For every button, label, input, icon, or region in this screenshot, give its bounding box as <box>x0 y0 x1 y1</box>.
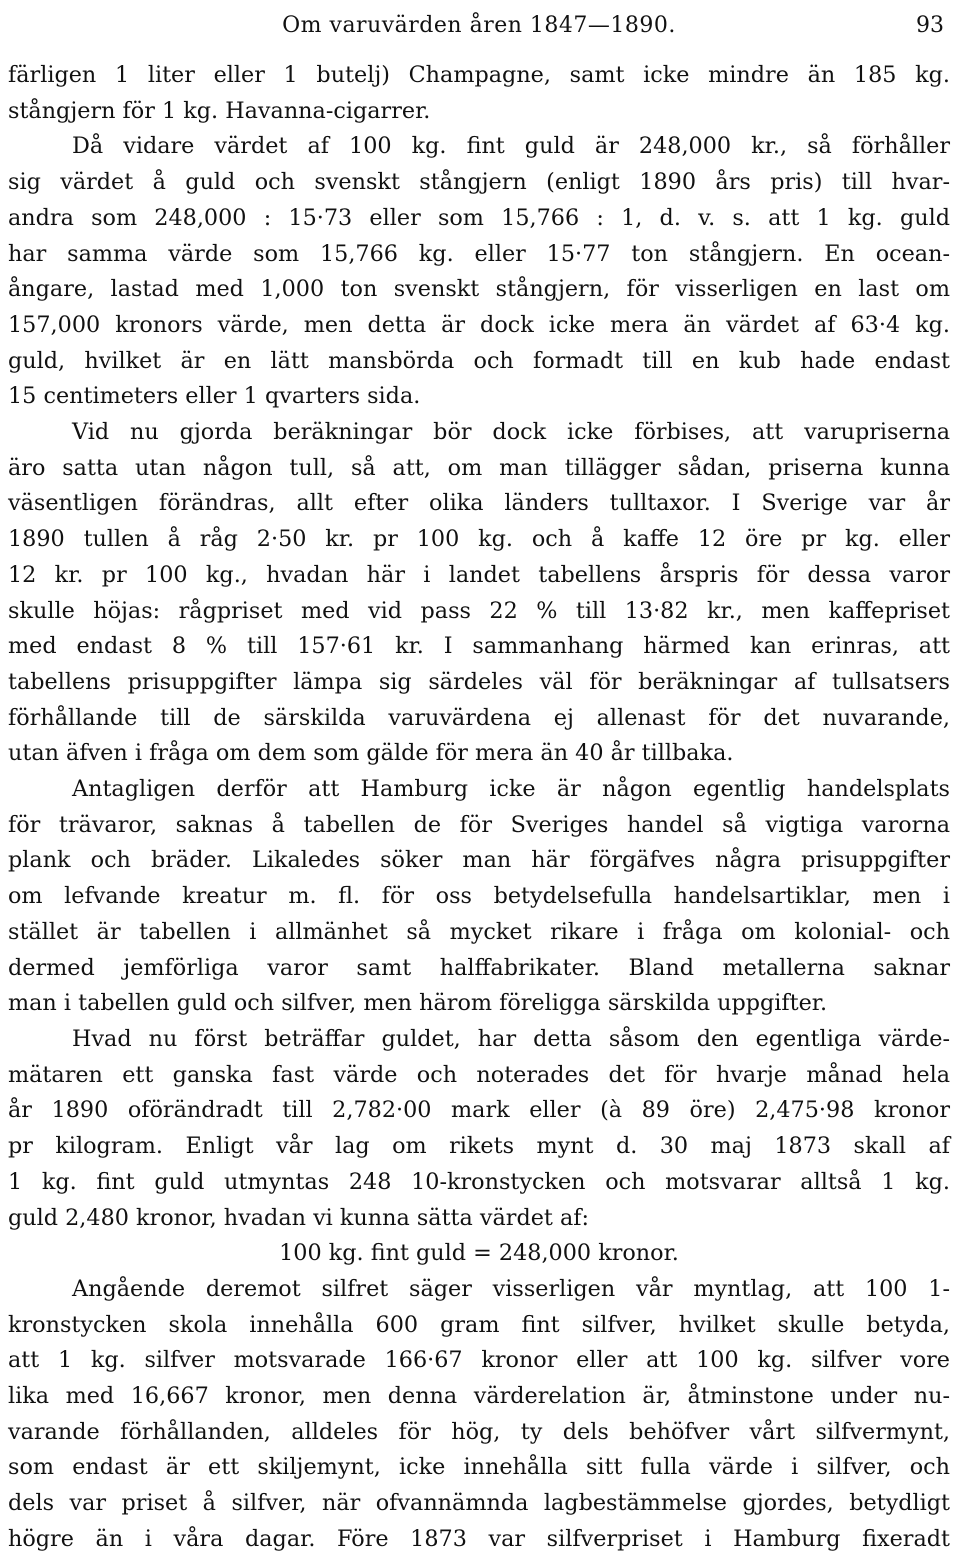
text-line: att 1 kg. silfver motsvarade 166·67 kronor eller att 100 kg. silfver vore <box>8 1347 950 1374</box>
text-line: utan äfven i fråga om dem som gälde för mera än 40 år tillbaka. <box>8 740 734 767</box>
text-line: stället är tabellen i allmänhet så mycket rikare i fråga om kolonial- och <box>8 918 950 945</box>
text-line: förhållande till de särskilda varuvärdena ej allenast för det nuvarande, <box>8 704 950 731</box>
text-line: varande förhållanden, alldeles för hög, ty dels behöfver vårt silfvermynt, <box>8 1418 950 1445</box>
text-line: guld 2,480 kronor, hvadan vi kunna sätta värdet af: <box>8 1204 590 1231</box>
text-line: mätaren ett ganska fast värde och noterades det för hvarje månad hela <box>8 1061 950 1088</box>
running-head <box>8 6 950 46</box>
text-line: Angående deremot silfret säger visserligen vår myntlag, att 100 1- <box>72 1275 950 1302</box>
text-line: skulle höjas: rågpriset med vid pass 22 % till 13·82 kr., men kaffepriset <box>8 597 950 624</box>
text-line: plank och bräder. Likaledes söker man här förgäfves några prisuppgifter <box>8 847 950 874</box>
text-line: Antagligen derför att Hamburg icke är någon egentlig handelsplats <box>72 776 950 803</box>
text-line: äro satta utan någon tull, så att, om man tillägger sådan, priserna kunna <box>8 454 950 481</box>
text-line: stångjern för 1 kg. Havanna-cigarrer. <box>8 97 431 124</box>
text-line: lika med 16,667 kronor, men denna värderelation är, åtminstone under nu- <box>8 1383 950 1410</box>
text-line: 12 kr. pr 100 kg., hvadan här i landet tabellens årspris för dessa varor <box>8 561 950 588</box>
text-line: andra som 248,000 : 15·73 eller som 15,766 : 1, d. v. s. att 1 kg. guld <box>8 204 950 231</box>
text-line: dermed jemförliga varor samt halffabrikater. Bland metallerna saknar <box>8 954 950 981</box>
text-line: tabellens prisuppgifter lämpa sig särdeles väl för beräkningar af tullsatsers <box>8 668 950 695</box>
text-line: guld, hvilket är en lätt mansbörda och formadt till en kub hade endast <box>8 347 950 374</box>
text-line: 1 kg. fint guld utmyntas 248 10-kronstycken och motsvarar alltså 1 kg. <box>8 1168 950 1195</box>
text-line: 100 kg. fint guld = 248,000 kronor. <box>279 1240 679 1267</box>
text-line: 157,000 kronors värde, men detta är dock icke mera än värdet af 63·4 kg. <box>8 311 950 338</box>
running-title: Om varuvärden åren 1847—1890. <box>282 13 676 38</box>
page-number: 93 <box>916 13 944 38</box>
text-line: ångare, lastad med 1,000 ton svenskt stångjern, för visserligen en last om <box>8 276 950 303</box>
text-line: om lefvande kreatur m. fl. för oss betydelsefulla handelsartiklar, men i <box>8 883 950 910</box>
text-line: dels var priset å silfver, när ofvannämnda lagbestämmelse gjordes, betydligt <box>8 1490 950 1517</box>
text-line: för trävaror, saknas å tabellen de för Sveriges handel så vigtiga varorna <box>8 811 950 838</box>
text-line: Hvad nu först beträffar guldet, har detta såsom den egentliga värde- <box>72 1025 950 1052</box>
text-line: sig värdet å guld och svenskt stångjern (enligt 1890 års pris) till hvar- <box>8 169 950 196</box>
text-line: år 1890 oförändradt till 2,782·00 mark eller (à 89 öre) 2,475·98 kronor <box>8 1097 950 1124</box>
text-line: Vid nu gjorda beräkningar bör dock icke förbises, att varupriserna <box>72 419 950 446</box>
text-line: väsentligen förändras, allt efter olika länders tulltaxor. I Sverige var år <box>8 490 950 517</box>
text-line: som endast är ett skiljemynt, icke innehålla sitt fulla värde i silfver, och <box>8 1454 950 1481</box>
text-line: har samma värde som 15,766 kg. eller 15·77 ton stångjern. En ocean- <box>8 240 950 267</box>
text-line: man i tabellen guld och silfver, men härom föreligga särskilda uppgifter. <box>8 990 828 1017</box>
text-line: med endast 8 % till 157·61 kr. I sammanhang härmed kan erinras, att <box>8 633 950 660</box>
text-line: högre än i våra dagar. Före 1873 var silfverpriset i Hamburg fixeradt <box>8 1525 950 1552</box>
text-line: 1890 tullen å råg 2·50 kr. pr 100 kg. och å kaffe 12 öre pr kg. eller <box>8 526 950 553</box>
text-line: kronstycken skola innehålla 600 gram fint silfver, hvilket skulle betyda, <box>8 1311 950 1338</box>
text-line: färligen 1 liter eller 1 butelj) Champagne, samt icke mindre än 185 kg. <box>8 62 950 88</box>
text-line: pr kilogram. Enligt vår lag om rikets mynt d. 30 maj 1873 skall af <box>8 1133 950 1160</box>
text-line: 15 centimeters eller 1 qvarters sida. <box>8 383 421 410</box>
body-text <box>8 58 950 1558</box>
text-line: Då vidare värdet af 100 kg. fint guld är 248,000 kr., så förhåller <box>72 133 950 160</box>
